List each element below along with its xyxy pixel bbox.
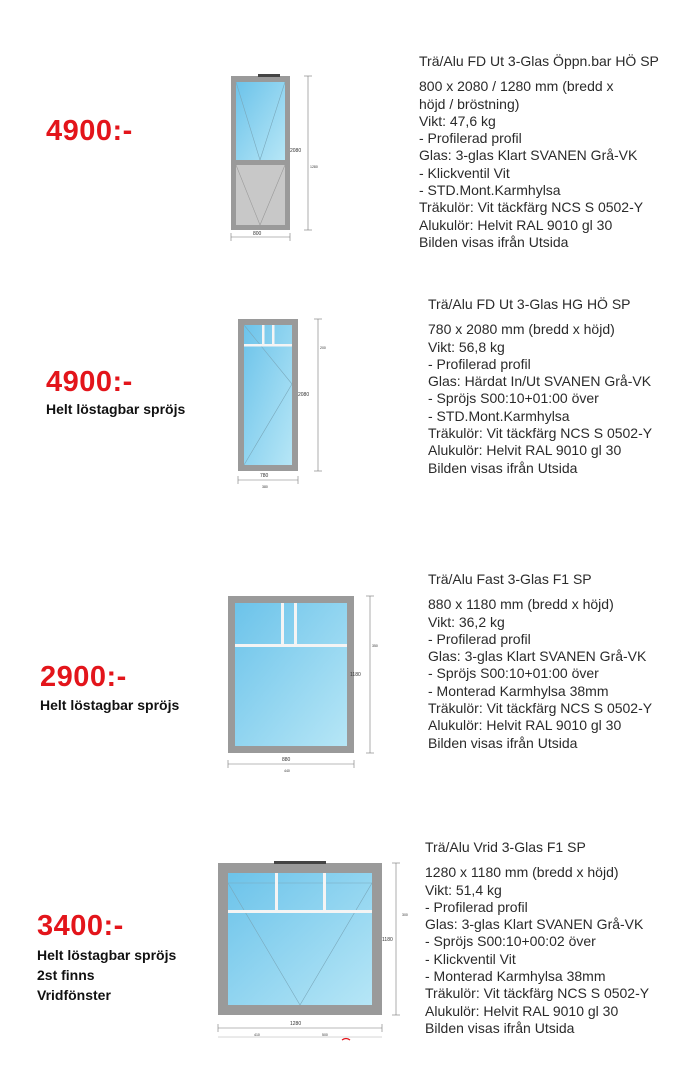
spec-line: Vikt: 36,2 kg — [428, 613, 505, 630]
window-handle-bar — [274, 861, 326, 864]
spec-line: 780 x 2080 mm (bredd x höjd) — [428, 321, 615, 338]
note-4b: 2st finns — [37, 967, 95, 983]
spec-block-3 — [428, 571, 652, 752]
muntin-horizontal — [228, 910, 372, 913]
note-2: Helt löstagbar spröjs — [46, 401, 186, 417]
dim-height-4: 1180 — [382, 937, 393, 943]
spec-line: Glas: Härdat In/Ut SVANEN Grå-VK — [428, 373, 652, 390]
note-3: Helt löstagbar spröjs — [40, 697, 180, 713]
spec-line: Alukulör: Helvit RAL 9010 gl 30 — [425, 1002, 619, 1019]
window-glass — [235, 603, 347, 746]
spec-line: Alukulör: Helvit RAL 9010 gl 30 — [428, 717, 622, 734]
product-title-3: Trä/Alu Fast 3-Glas F1 SP — [428, 571, 592, 587]
muntin-vertical — [323, 873, 326, 912]
spec-block-2 — [428, 296, 652, 477]
door-handle-bar — [258, 74, 280, 77]
spec-line: - Monterad Karmhylsa 38mm — [428, 682, 609, 699]
dim-sub-4b: 500 — [322, 1033, 328, 1037]
window-drawing-3 — [222, 590, 382, 775]
spec-line: - STD.Mont.Karmhylsa — [419, 182, 561, 199]
muntin-vertical — [272, 325, 275, 345]
spec-line: Träkulör: Vit täckfärg NCS S 0502-Y — [428, 700, 653, 717]
spec-line: - Spröjs S00:10+01:00 över — [428, 665, 599, 682]
dim-width-1: 800 — [253, 231, 262, 237]
dim-width-2: 780 — [260, 473, 269, 479]
spec-line: - Monterad Karmhylsa 38mm — [425, 968, 606, 985]
muntin-vertical — [294, 603, 297, 645]
spec-line: Vikt: 56,8 kg — [428, 338, 505, 355]
spec-line: Träkulör: Vit täckfärg NCS S 0502-Y — [425, 985, 650, 1002]
dim-width-4: 1280 — [290, 1021, 302, 1027]
muntin-vertical — [262, 325, 265, 345]
spec-line: Alukulör: Helvit RAL 9010 gl 30 — [428, 442, 622, 459]
spec-line: Vikt: 51,4 kg — [425, 881, 502, 898]
spec-line: 880 x 1180 mm (bredd x höjd) — [428, 596, 614, 613]
price-4: 3400:- — [37, 910, 124, 942]
door-panel — [236, 165, 285, 225]
note-4a: Helt löstagbar spröjs — [37, 947, 177, 963]
dim-side-1: 1280 — [310, 165, 318, 169]
muntin-horizontal — [244, 344, 292, 347]
spec-line: 1280 x 1180 mm (bredd x höjd) — [425, 864, 619, 881]
door-drawing-2 — [232, 314, 332, 490]
red-mark — [342, 1039, 350, 1041]
price-3: 2900:- — [40, 661, 127, 693]
spec-line: Vikt: 47,6 kg — [419, 112, 496, 129]
spec-line: Bilden visas ifrån Utsida — [419, 233, 569, 250]
dim-side-2: 200 — [320, 346, 326, 350]
spec-line: höjd / bröstning) — [419, 95, 520, 112]
muntin-vertical — [275, 873, 278, 912]
spec-block-4 — [425, 839, 649, 1037]
spec-line: - Klickventil Vit — [419, 164, 510, 181]
window-glass — [228, 873, 372, 1005]
spec-line: Glas: 3-glas Klart SVANEN Grå-VK — [419, 147, 638, 164]
spec-line: - Profilerad profil — [425, 898, 528, 915]
spec-line: Träkulör: Vit täckfärg NCS S 0502-Y — [419, 199, 644, 216]
spec-line: - Profilerad profil — [428, 630, 531, 647]
dim-side-4: 300 — [402, 913, 408, 917]
note-4c: Vridfönster — [37, 987, 111, 1003]
product-title-2: Trä/Alu FD Ut 3-Glas HG HÖ SP — [428, 296, 631, 312]
muntin-vertical — [281, 603, 284, 645]
dim-height-1: 2080 — [290, 148, 302, 154]
spec-line: - Profilerad profil — [419, 130, 522, 147]
spec-line: Träkulör: Vit täckfärg NCS S 0502-Y — [428, 425, 653, 442]
spec-line: Bilden visas ifrån Utsida — [428, 734, 578, 751]
spec-line: Bilden visas ifrån Utsida — [425, 1019, 575, 1036]
spec-line: - Klickventil Vit — [425, 950, 516, 967]
dim-sub-2: 380 — [262, 485, 268, 489]
product-title-1: Trä/Alu FD Ut 3-Glas Öppn.bar HÖ SP — [419, 53, 659, 69]
dim-sub-4a: 410 — [254, 1033, 260, 1037]
door-drawing-1 — [224, 70, 334, 245]
spec-line: Alukulör: Helvit RAL 9010 gl 30 — [419, 216, 613, 233]
spec-line: Glas: 3-glas Klart SVANEN Grå-VK — [428, 648, 647, 665]
window-drawing-4 — [214, 856, 414, 1046]
dim-sub-3: 440 — [284, 769, 290, 773]
spec-line: Glas: 3-glas Klart SVANEN Grå-VK — [425, 916, 644, 933]
spec-line: - Spröjs S00:10+00:02 över — [425, 933, 596, 950]
spec-line: Bilden visas ifrån Utsida — [428, 459, 578, 476]
dim-side-3: 350 — [372, 644, 378, 648]
spec-block-1 — [419, 53, 659, 251]
dim-width-3: 880 — [282, 757, 291, 763]
muntin-horizontal — [235, 644, 347, 647]
spec-line: - STD.Mont.Karmhylsa — [428, 407, 570, 424]
door-glass — [236, 82, 285, 160]
dim-height-3: 1180 — [350, 672, 361, 678]
price-2: 4900:- — [46, 366, 133, 398]
dim-height-2: 2080 — [298, 392, 310, 398]
price-1: 4900:- — [46, 115, 133, 147]
product-title-4: Trä/Alu Vrid 3-Glas F1 SP — [425, 839, 586, 855]
spec-line: 800 x 2080 / 1280 mm (bredd x — [419, 78, 614, 95]
spec-line: - Spröjs S00:10+01:00 över — [428, 390, 599, 407]
spec-line: - Profilerad profil — [428, 355, 531, 372]
